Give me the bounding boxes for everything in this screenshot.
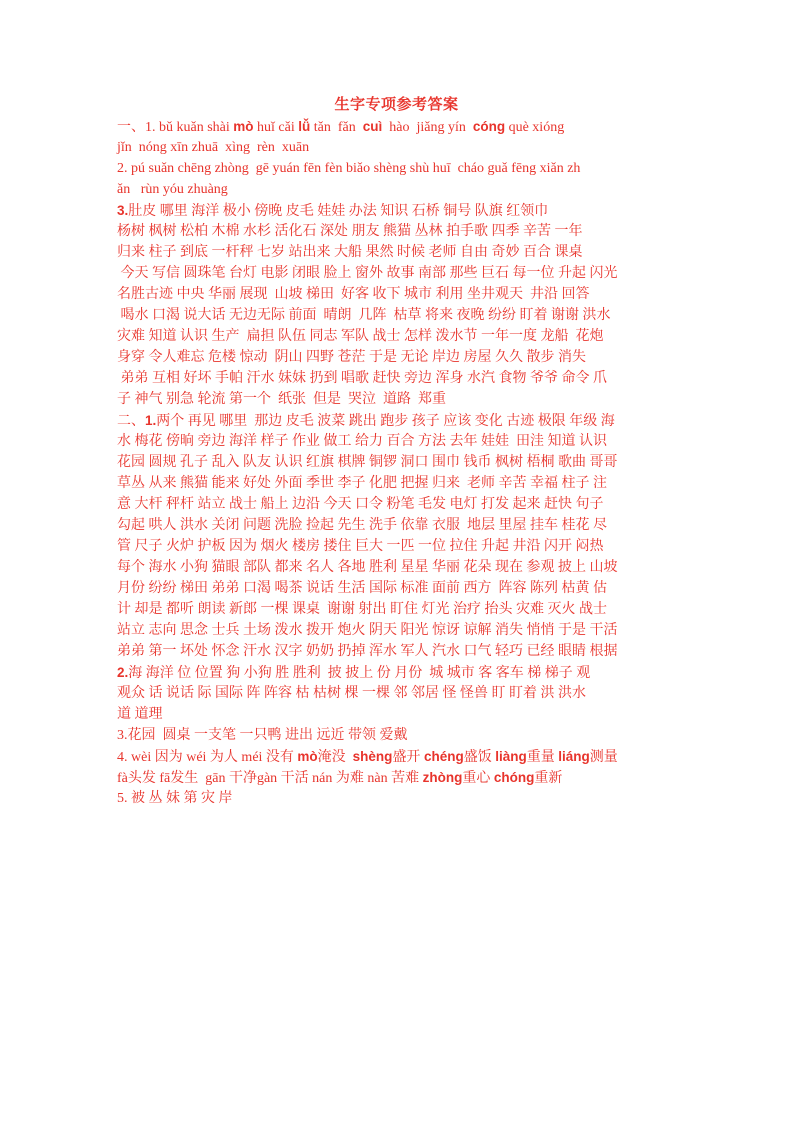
- text-line: [117, 599, 683, 620]
- text-segment-bold: 2.: [117, 665, 129, 680]
- text-segment: 子 神气 别急 轮流 第一个 纸张 但是 哭泣 道路 郑重: [117, 392, 446, 407]
- text-segment: tǎn fǎn: [310, 120, 363, 135]
- text-line: [117, 242, 683, 263]
- text-segment: 淹没: [317, 750, 353, 765]
- text-segment-bold: cuì: [362, 119, 383, 134]
- text-line: [117, 221, 683, 242]
- text-line: [117, 326, 683, 347]
- text-segment: 喝水 口渴 说大话 无边无际 前面 晴朗 几阵 枯草 将来 夜晚 纷纷 盯着 谢谢 洪水: [117, 308, 611, 323]
- text-line: [117, 158, 683, 179]
- text-segment: 归来 柱子 到底 一杆秤 七岁 站出来 大船 果然 时候 老师 自由 奇妙 百合 课桌: [117, 245, 583, 260]
- text-segment: 杨树 枫树 松柏 木棉 水杉 活化石 深处 朋友 熊猫 丛林 拍手歌 四季 辛苦 一年: [117, 224, 583, 239]
- text-segment-bold: cóng: [472, 119, 506, 134]
- text-segment-bold: liàng: [495, 749, 527, 764]
- text-segment: 道 道理: [117, 707, 163, 722]
- text-segment: 草丛 从来 熊猫 能来 好处 外面 季世 李子 化肥 把握 归来 老师 辛苦 幸福 柱子 注: [117, 476, 607, 491]
- text-segment-bold: 3.: [117, 203, 129, 218]
- text-segment-bold: mò: [233, 119, 254, 134]
- text-line: [117, 788, 683, 809]
- text-line: [117, 725, 683, 746]
- text-line: [117, 263, 683, 284]
- text-segment-bold: lǚ: [298, 119, 311, 134]
- text-segment: 3.花园 圆桌 一支笔 一只鸭 进出 远近 带领 爱戴: [117, 728, 408, 743]
- text-segment: 计 却是 都听 朗读 新郎 一棵 课桌 谢谢 射出 盯住 灯光 治疗 抬头 灾难 灭火 战士: [117, 602, 607, 617]
- text-line: [117, 179, 683, 200]
- text-segment: 名胜古迹 中央 华丽 展现 山坡 梯田 好客 收下 城市 利用 坐井观天 井沿 回答: [117, 287, 590, 302]
- text-line: [117, 284, 683, 305]
- page-title: 生字专项参考答案: [334, 97, 459, 113]
- text-segment: 站立 志向 思念 士兵 土场 泼水 拨开 炮火 阴天 阳光 惊讶 谅解 消失 悄悄 于是 干活: [117, 623, 618, 638]
- text-line: [117, 410, 683, 431]
- text-content: [117, 116, 683, 809]
- text-segment: fà头发 fā发生 gān 干净gàn 干活 nán 为难 nàn 苦难: [117, 771, 423, 786]
- text-line: [117, 389, 683, 410]
- text-segment: 意 大杆 秤杆 站立 战士 船上 边沿 今天 口令 粉笔 毛发 电灯 打发 起来 赶快 句子: [117, 497, 604, 512]
- text-segment-bold: liáng: [558, 749, 590, 764]
- text-segment: 重新: [534, 771, 563, 786]
- text-line: [117, 662, 683, 683]
- text-segment: 月份 纷纷 梯田 弟弟 口渴 喝茶 说话 生活 国际 标准 面前 西方 阵容 陈列 枯黄 估: [117, 581, 607, 596]
- text-segment-bold: zhòng: [422, 770, 463, 785]
- text-segment: 花园 圆规 孔子 乱入 队友 认识 红旗 棋牌 铜锣 洞口 围巾 钱币 枫树 梧桐 歌曲 哥哥: [117, 455, 618, 470]
- text-line: [117, 494, 683, 515]
- text-segment: huǐ cǎi: [253, 120, 299, 135]
- text-line: [117, 305, 683, 326]
- text-segment: 海 海洋 位 位置 狗 小狗 胜 胜利 披 披上 份 月份 城 城市 客 客车 梯 梯子 观: [128, 666, 591, 681]
- text-segment: ǎn rùn yóu zhuàng: [117, 182, 228, 197]
- text-segment: 重量: [526, 750, 559, 765]
- text-line: [117, 746, 683, 767]
- text-line: [117, 536, 683, 557]
- text-segment: 两个 再见 哪里 那边 皮毛 波菜 跳出 跑步 孩子 应该 变化 古迹 极限 年级 海: [156, 414, 615, 429]
- text-line: [117, 473, 683, 494]
- text-segment: 盛饭: [463, 750, 496, 765]
- text-segment: 勾起 哄人 洪水 关闭 问题 洗脸 捡起 先生 洗手 依靠 衣服 地层 里屋 挂车 桂花 尽: [117, 518, 607, 533]
- text-line: [117, 515, 683, 536]
- text-segment: 今天 写信 圆珠笔 台灯 电影 闭眼 脸上 窗外 故事 南部 那些 巨石 每一位 升起 闪光: [117, 266, 618, 281]
- text-segment-bold: mò: [297, 749, 318, 764]
- text-segment: 观众 话 说话 际 国际 阵 阵容 枯 枯树 棵 一棵 邻 邻居 怪 怪兽 盯 盯着 洪 洪水: [117, 686, 586, 701]
- text-line: [117, 137, 683, 158]
- text-line: [117, 116, 683, 137]
- text-segment: 弟弟 第一 坏处 怀念 汗水 汉字 奶奶 扔掉 浑水 军人 汽水 口气 轻巧 已经 眼睛 根据: [117, 644, 618, 659]
- text-segment: hào jiǎng yín: [382, 120, 473, 135]
- text-segment-bold: chóng: [493, 770, 535, 785]
- text-line: [117, 347, 683, 368]
- text-segment: 5. 被 丛 妹 第 灾 岸: [117, 791, 233, 806]
- text-segment: 测量: [589, 750, 618, 765]
- text-segment: 身穿 令人难忘 危楼 惊动 阴山 四野 苍茫 于是 无论 岸边 房屋 久久 散步 消失: [117, 350, 586, 365]
- text-line: [117, 767, 683, 788]
- text-line: [117, 557, 683, 578]
- text-segment: 二、: [117, 414, 145, 429]
- text-segment: què xióng: [505, 120, 565, 135]
- text-line: [117, 452, 683, 473]
- text-segment-bold: 1.: [145, 413, 157, 428]
- text-line: [117, 368, 683, 389]
- text-segment: 重心: [462, 771, 494, 786]
- text-segment-bold: shèng: [352, 749, 393, 764]
- text-line: [117, 578, 683, 599]
- text-segment: 弟弟 互相 好坏 手帕 汗水 妹妹 扔到 唱歌 赶快 旁边 浑身 水汽 食物 爷爷 命令 爪: [117, 371, 607, 386]
- text-segment: 每个 海水 小狗 猫眼 部队 都来 名人 各地 胜利 星星 华丽 花朵 现在 参观 披上 山坡: [117, 560, 618, 575]
- text-line: [117, 641, 683, 662]
- text-segment: 一、1. bǔ kuǎn shài: [117, 120, 234, 135]
- text-segment: 2. pú suǎn chēng zhòng gē yuán fēn fèn biǎo shèng shù huī cháo guǎ fēng xiǎn zh: [117, 161, 581, 176]
- text-segment: 盛开: [392, 750, 424, 765]
- text-segment: 4. wèi 因为 wéi 为人 méi 没有: [117, 750, 298, 765]
- text-line: [117, 683, 683, 704]
- text-segment-bold: chéng: [423, 749, 464, 764]
- text-segment: 肚皮 哪里 海洋 极小 傍晚 皮毛 娃娃 办法 知识 石桥 铜号 队旗 红领巾: [128, 204, 549, 219]
- text-segment: jǐn nóng xīn zhuā xìng rèn xuān: [117, 140, 310, 155]
- text-line: [117, 200, 683, 221]
- text-line: [117, 431, 683, 452]
- text-segment: 管 尺子 火炉 护板 因为 烟火 楼房 搂住 巨大 一匹 一位 拉住 升起 井沿 闪开 闷热: [117, 539, 604, 554]
- text-segment: 灾难 知道 认识 生产 扁担 队伍 同志 军队 战士 怎样 泼水节 一年一度 龙船 花炮: [117, 329, 604, 344]
- text-line: [117, 704, 683, 725]
- text-line: [117, 620, 683, 641]
- text-segment: 水 梅花 傍晌 旁边 海洋 样子 作业 做工 给力 百合 方法 去年 娃娃 田洼 知道 认识: [117, 434, 607, 449]
